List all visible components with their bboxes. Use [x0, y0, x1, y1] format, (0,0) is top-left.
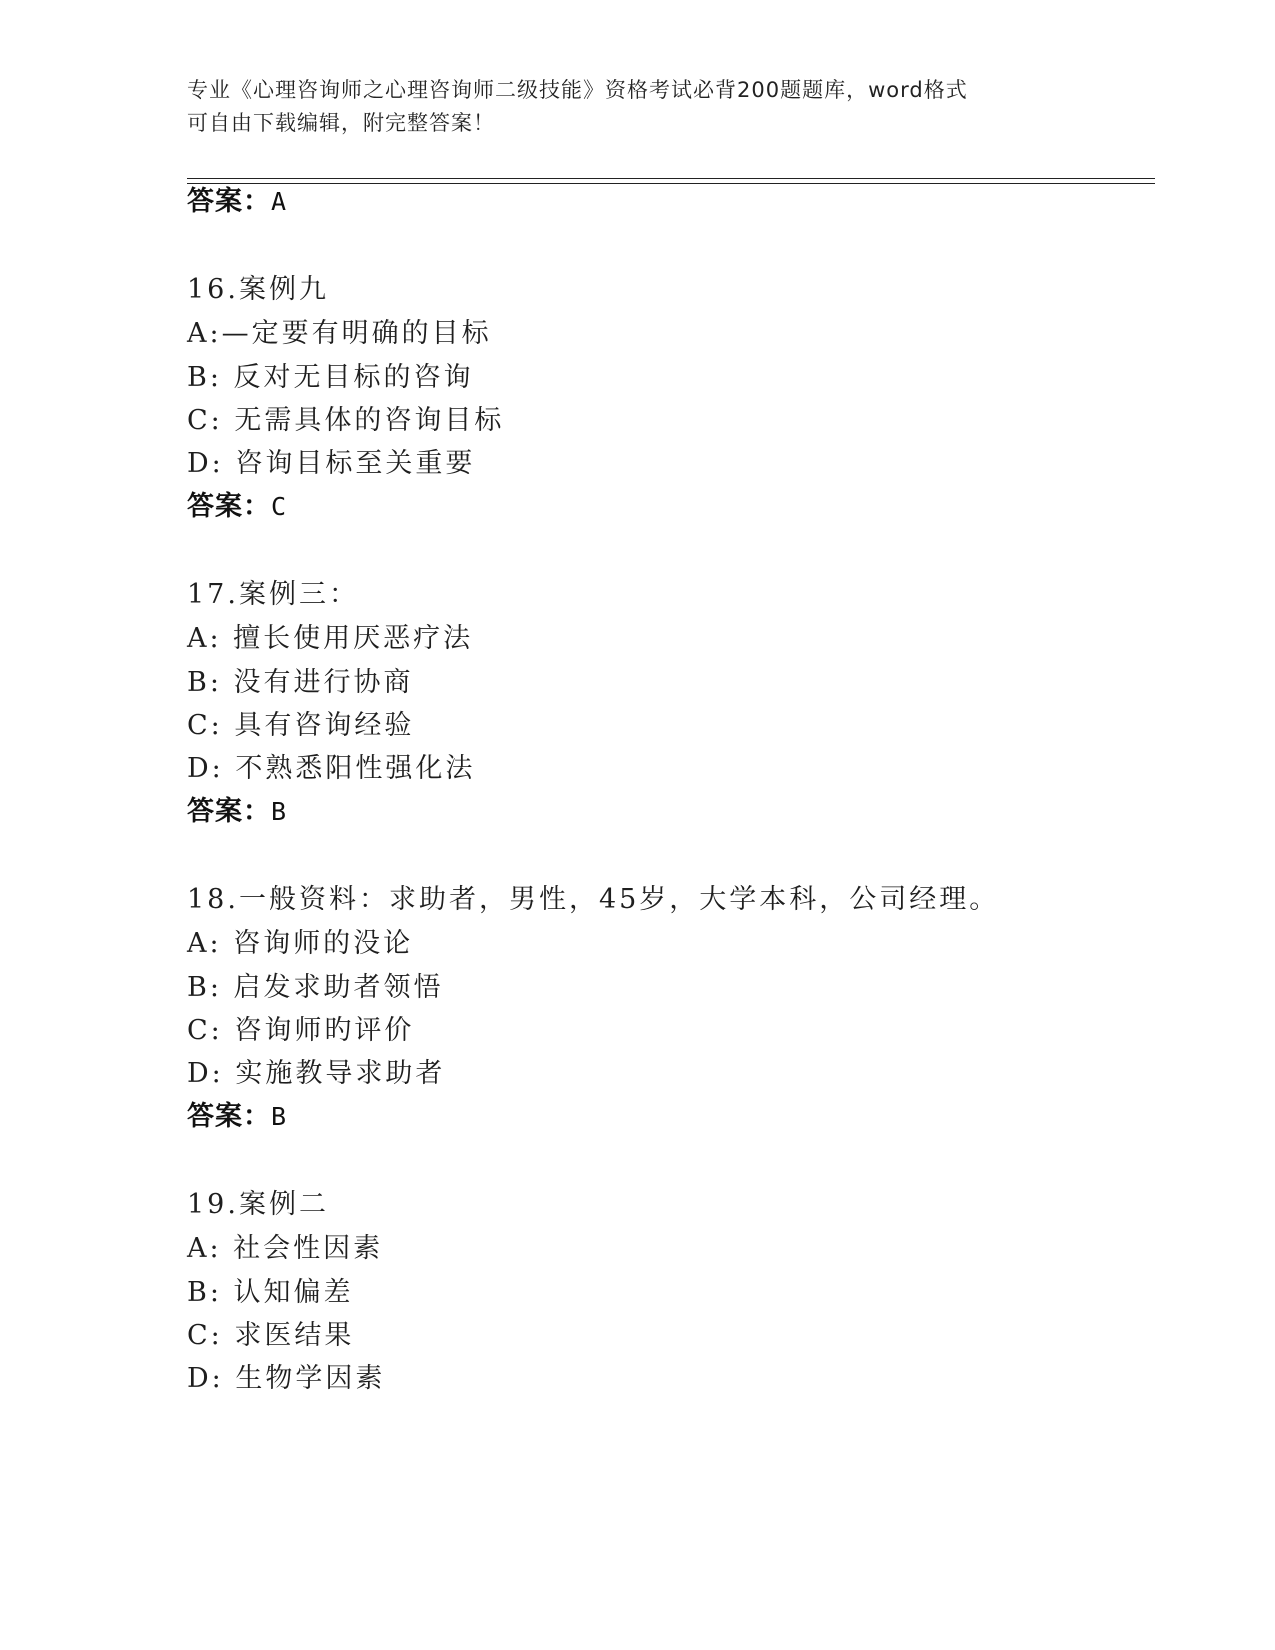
option-c: C: 咨询师旳评价 [187, 1015, 415, 1046]
option-a: A: 擅长使用厌恶疗法 [187, 623, 474, 654]
header-divider-bottom [187, 183, 1155, 184]
option-b: B: 启发求助者领悟 [187, 972, 444, 1003]
answer-line [187, 1101, 287, 1133]
option-b: B: 认知偏差 [187, 1277, 354, 1308]
answer-value: B [271, 797, 288, 826]
option-b: B: 没有进行协商 [187, 667, 414, 698]
option-c: C: 具有咨询经验 [187, 710, 415, 741]
answer-line [187, 796, 287, 828]
answer-value: B [271, 1102, 288, 1131]
document-header [187, 74, 1067, 140]
question-title: 18.一般资料：求助者，男性，45岁，大学本科，公司经理。 [187, 884, 1000, 915]
option-c: C: 求医结果 [187, 1320, 355, 1351]
answer-label: 答案： [187, 1101, 271, 1132]
option-d: D: 咨询目标至关重要 [187, 448, 476, 479]
answer-value: A [271, 187, 288, 216]
option-c: C: 无需具体的咨询目标 [187, 405, 505, 436]
option-d: D: 生物学因素 [187, 1363, 386, 1394]
option-b: B: 反对无目标的咨询 [187, 362, 474, 393]
header-divider-top [187, 178, 1155, 179]
answer-line [187, 186, 287, 218]
answer-line [187, 491, 287, 523]
header-line-1: 专业《心理咨询师之心理咨询师二级技能》资格考试必背200题题库，word格式 [187, 78, 968, 102]
question-title: 16.案例九 [187, 274, 329, 305]
option-d: D: 不熟悉阳性强化法 [187, 753, 476, 784]
question-title: 17.案例三： [187, 579, 359, 610]
answer-label: 答案： [187, 796, 271, 827]
option-d: D: 实施教导求助者 [187, 1058, 446, 1089]
option-a: A:—定要有明确的目标 [187, 318, 492, 349]
answer-value: C [271, 492, 288, 521]
header-line-2: 可自由下载编辑，附完整答案！ [187, 111, 495, 135]
answer-label: 答案： [187, 491, 271, 522]
answer-label: 答案： [187, 186, 271, 217]
option-a: A: 社会性因素 [187, 1233, 384, 1264]
option-a: A: 咨询师的没论 [187, 928, 414, 959]
question-title: 19.案例二 [187, 1189, 329, 1220]
